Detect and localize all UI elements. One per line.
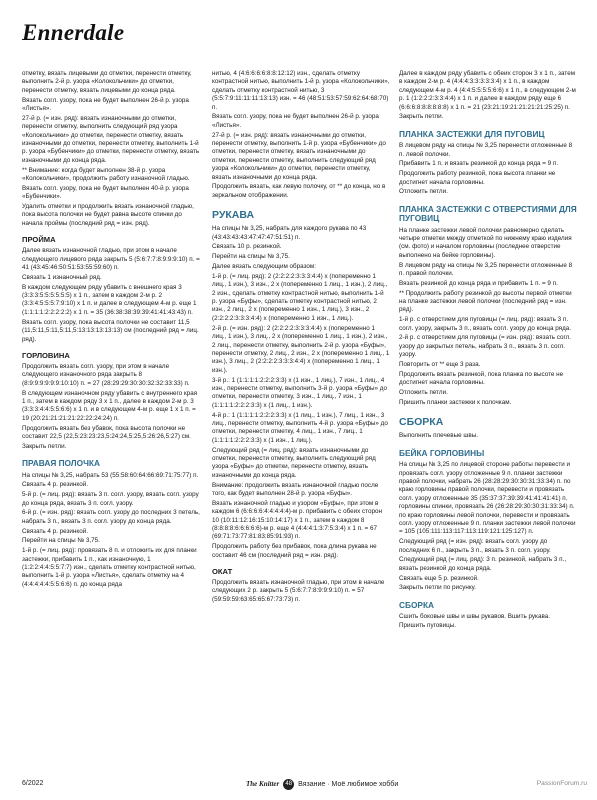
paragraph: ** Продолжить работу резинкой до высоты первой отметки на планке застежки левой полочки (последний ряд = изн. ряд). bbox=[399, 289, 572, 314]
section-heading: СБОРКА bbox=[399, 599, 434, 610]
paragraph: ** Внимание: когда будет выполнен 38-й р. узора «Колокольчики», продолжить работу изнаночной гладью. bbox=[22, 166, 190, 183]
section-heading: СБОРКА bbox=[399, 416, 444, 429]
paragraph: Вязать согл. узору, пока не будет выполнен 26-й р. узора «Листья». bbox=[22, 96, 189, 113]
paragraph: Связать еще 5 р. резинкой. bbox=[399, 574, 479, 582]
paragraph: В следующем изнаночном ряду убавить с внутреннего края 1 п., затем в каждом ряду 3 х 1 п., далее в каждом 2-м р. 3 (3:3:3:4:4:5:5:6:6) х 1 п. и в следующем 4-м р. еще 1 х 1 п. = 19 (20:21:21:21:21:22:22:24:24) п. bbox=[22, 389, 198, 422]
paragraph: Продолжить вязать резинкой, пока планка по высоте не достигнет начала горловины. bbox=[399, 370, 564, 387]
paragraph: Связать 1 изнаночный ряд. bbox=[22, 273, 102, 281]
paragraph: Следующий ряд (= лиц. ряд): вязать изнаночными до отметки, перенести отметку, выполнить следующий ряд узора «Буфы» до отметки, перенести отметку, вязать изнаночными до конца ряда. bbox=[212, 446, 376, 479]
paragraph: 5-й р. (= лиц. ряд): вязать 3 п. согл. узору, вязать согл. узору до конца ряда, вязать 3 п. согл. узору. bbox=[22, 491, 199, 507]
paragraph: Отложить петли. bbox=[399, 389, 448, 397]
paragraph: Вязать согл. узору, пока высота полочки не составит 11,5 (11,5:11,5:11,5:11,5:13:13:13:13:13) см (последний ряд = лиц. ряд). bbox=[22, 318, 199, 343]
paragraph: Прибавить 1 п. и вязать резинкой до конца ряда = 9 п. bbox=[399, 160, 559, 168]
paragraph: 27-й р. (= изн. ряд): вязать изнаночными до отметки, перенести отметку, выполнить следующий ряд узора «Колокольчики» до отметки, перенести отметку, вязать изнаночными до отметки, перенести отметку, выполнить 1-й р. узора «Бубенчики» до отметки, перенести отметку, вязать изнаночными до конца ряда. bbox=[22, 114, 200, 164]
paragraph: Закрыть петли. bbox=[22, 442, 67, 450]
paragraph: 2-й р. с отверстием для пуговицы (= изн. ряд): вязать согл. узору до закрытых петель, набрать 3 п., вязать 3 п. согл. узору. bbox=[399, 334, 572, 359]
paragraph: Продолжить вязать согл. узору, при этом в начале следующего изнаночного ряда закрыть 8 (8:9:9:9:9:9:9:10:10) п. = 27 (28:29:29:30:30:32:32:33:33) п. bbox=[22, 362, 190, 387]
paragraph: отметку, вязать лицевыми до отметки, перенести отметку, выполнить 2-й р. узора «Колокольчики» до отметки, перенести отметку, вязать лицевыми до конца ряда. bbox=[22, 70, 192, 94]
page-footer bbox=[0, 776, 597, 792]
paragraph: Следующий ряд (= изн. ряд): вязать согл. узору до последних 6 п., закрыть 3 п., вязать 3 п. согл. узору. bbox=[399, 538, 551, 554]
page-number: 48 bbox=[283, 779, 294, 790]
paragraph: Закрыть петли. bbox=[399, 113, 444, 121]
paragraph: Продолжить вязать без убавок, пока высота полочки не составит 22,5 (22,5:23:23:23,5:24:24,5:25,5:26:26,5:27) см. bbox=[22, 424, 191, 440]
paragraph: нитью, 4 (4:6:6:6:6:8:8:12:12) изн., сделать отметку контрастной нитью, выполнить 1-й р. узора «Колокольчики», сделать отметку контрастной нитью, 3 (5:5:7:9:11:11:11:13:13) изн. = 46 (48:51:53:57:59:62:64:68:70) п. bbox=[212, 70, 390, 111]
paragraph: Связать 10 р. резинкой. bbox=[212, 243, 282, 251]
paragraph: На планке застежки левой полочки равномерно сделать четыре отметки между отметкой по нижнему краю изделия (см. фото) и началом горловины (последнее отверстие выполнено на бейке горловины). bbox=[399, 226, 572, 259]
paragraph: Удалить отметки и продолжить вязать изнаночной гладью, пока высота полочки не будет равна высоте спинки до начала проймы (последний ряд = изн. ряд). bbox=[22, 203, 194, 227]
paragraph: Перейти на спицы № 3,75. bbox=[22, 537, 100, 545]
paragraph: Продолжить вязать изнаночной гладью, при этом в начале следующих 2 р. закрыть 5 (5:6:7:7:8:9:9:9:10) п. = 57 (59:59:59:63:65:65:67:73:73) п. bbox=[212, 579, 385, 603]
paragraph: Далее в каждом ряду убавить с обеих сторон 3 х 1 п., затем в каждом 2-м р. 4 (4:4:4:3:3:3:3:3:4) х 1 п., в каждом следующем 4-м р. 4 (4:4:5:5:5:5:6:6) х 1 п., в следующем 2-м р. 1 (1:2:2:2:3:3:4:4) х 1 п. и далее в каждом ряду еще 6 (6:6:6:8:8:8:8:8:8) х 1 п. = 21 (23:21:19:21:21:21:21:25:25) п. bbox=[399, 70, 576, 111]
paragraph: Выполнить плечевые швы. bbox=[399, 432, 479, 440]
paragraph: Далее вязать следующим образом: bbox=[212, 263, 316, 271]
paragraph: Продолжить работу без прибавок, пока длина рукава не составит 46 см (последний ряд = изн. ряд). bbox=[212, 543, 377, 559]
brand-title: Ennerdale bbox=[22, 20, 125, 45]
paragraph: Перейти на спицы № 3,75. bbox=[212, 253, 290, 261]
section-heading: ПЛАНКА ЗАСТЕЖКИ С ОТВЕРСТИЯМИ ДЛЯ ПУГОВИЦ bbox=[399, 203, 577, 224]
section-heading: ПРОЙМА bbox=[22, 235, 56, 245]
paragraph: В лицевом ряду на спицы № 3,25 перенести отложенные 8 п. левой полочки. bbox=[399, 142, 573, 158]
paragraph: Внимание: продолжить вязать изнаночной гладью после того, как будет выполнен 28-й р. узора «Буфы». bbox=[212, 481, 379, 497]
paragraph: Сшить боковые швы и швы рукавов. Вшить рукава. Пришить пуговицы. bbox=[399, 613, 550, 629]
paragraph: Закрыть петли по рисунку. bbox=[399, 584, 476, 592]
paragraph: 6-й р. (= изн. ряд): вязать согл. узору до последних 3 петель, набрать 3 п., вязать 3 п. согл. узору до конца ряда. bbox=[22, 509, 200, 525]
text-column-3 bbox=[399, 70, 577, 760]
paragraph: На спицы № 3,25, набрать 53 (55:58:60:64:66:69:71:75:77) п. bbox=[22, 471, 199, 479]
section-heading: ГОРЛОВИНА bbox=[22, 350, 70, 360]
text-column-1 bbox=[22, 70, 200, 758]
paragraph: Повторить от ** еще 3 раза. bbox=[399, 361, 481, 369]
paragraph: В лицевом ряду на спицы № 3,25 перенести отложенные 8 п. правой полочки. bbox=[399, 261, 573, 278]
paragraph: 1-й р. (= лиц. ряд): 2 (2:2:2:2:3:3:3:4:4) х (попеременно 1 лиц., 1 изн.), 3 изн., 2 х (попеременно 1 лиц., 1 изн.), 2 лиц., 2 изн., сделать отметку контрастной нитью, выполнить 1-й р. узора «Буфы», сделать отметку контрастной нитью, 2 изн., 2 лиц., 2 х (попеременно 1 изн., 1 лиц.), 3 изн., 2 (2:2:2:2:3:3:3:4:4) х (попеременно 1 изн., 1 лиц.). bbox=[212, 272, 388, 322]
paragraph: Вязать изнаночной гладью и узором «Буфы», при этом в каждом 6 (6:6:6:6:4:4:4:4:4)-м р. прибавить с обеих сторон 10 (10:11:12:16:15:10:14:17) х 1 п., затем в каждом 8 (8:8:8:8:6:6:6:6:6)-м р. еще 4 (4:4:4:1:3:7:5:3:4) х 1 п. = 67 (69:71:73:77:81:83:85:91:93) п. bbox=[212, 499, 382, 541]
magazine-tagline: Вязание · Моё любимое хобби bbox=[298, 781, 399, 788]
paragraph: 4-й р.: 1 (1:1:1:1:2:2:2:3:3) х (1 лиц., 1 изн.), 7 лиц., 1 изн., 3 лиц., перенести отметку, выполнить 4-й р. узора «Буфы» до отметки, перенести отметку, 4 лиц., 1 изн., 7 лиц., 1 (1:1:1:1:2:2:2:3:3) х (1 изн., 1 лиц.). bbox=[212, 411, 388, 444]
paragraph: 2-й р. (= изн. ряд): 2 (2:2:2:2:3:3:3:4:4) х (попеременно 1 лиц., 1 изн.), 3 лиц., 2 х (попеременно 1 лиц., 1 изн.), 2 изн., 2 лиц., перенести отметку, выполнить 2-й р. узора «Буфы», перенести отметку, 2 лиц., 2 изн., 2 х (попеременно 1 лиц., 1 изн.), 3 лиц., 2 (2:2:2:2:3:3:3:4:4) х (попеременно 1 лиц., 1 изн.). bbox=[212, 324, 390, 374]
paragraph: 3-й р.: 1 (1:1:1:1:2:2:2:3:3) х (1 изн., 1 лиц.), 7 изн., 1 лиц., 4 изн., перенести отметку, выполнить 3-й р. узора «Буфы» до отметки, перенести отметку, 3 изн., 1 лиц., 7 изн., 1 (1:1:1:1:2:2:2:3:3) х (1 лиц., 1 изн.). bbox=[212, 376, 387, 409]
section-heading: РУКАВА bbox=[212, 209, 255, 222]
section-heading: БЕЙКА ГОРЛОВИНЫ bbox=[399, 447, 485, 458]
paragraph: Продолжить вязать, как левую полочку, от ** до конца, но в зеркальном отображении. bbox=[212, 183, 386, 199]
paragraph: На спицы № 3,25 по лицевой стороне работы перевести и провязать согл. узору отложенные 9 п. планки застежки правой полочки, набрать 26 (28:28:29:30:30:31:33:34) п. по краю горловины правой полочки, перевести и провязать согл. узору отложенные 35 (35:37:37:39:39:41:41:41:41) п. горловины спинки, провязать 26 (26:28:29:30:30:31:33:34) п. по краю горловины левой полочки, перевести и провязать согл. узору отложенные 9 п. планки застежки левой полочки = 105 (105:111:113:117:113:119:121:125:127) п. bbox=[399, 461, 576, 536]
paragraph: Далее вязать изнаночной гладью, при этом в начале следующего лицевого ряда закрыть 5 (5:6:7:7:8:9:9:9:10) п. = 41 (43:45:46:50:51:53:55:59:60) п. bbox=[22, 247, 200, 272]
paragraph: Продолжить работу резинкой, пока высота планки не достигнет начала горловины. bbox=[399, 170, 556, 186]
paragraph: 1-й р. с отверстием для пуговицы (= лиц. ряд): вязать 3 п. согл. узору, закрыть 3 п., вязать согл. узору до конца ряда. bbox=[399, 316, 572, 332]
section-heading: ОКАТ bbox=[212, 567, 233, 576]
paragraph: В каждом следующем ряду убавить с внешнего края 3 (3:3:3:5:5:5:5:5:5) х 1 п., затем в каждом 2-м р. 2 (3:3:4:5:5:5:7:9:10) х 1 п. и далее в следующем 4-м р. еще 1 (1:1:1:1:2:2:2:2:2) х 1 п. = 35 (36:38:38:39:39:41:41:43:43) п. bbox=[22, 283, 197, 316]
paragraph: Отложить петли. bbox=[399, 188, 448, 196]
paragraph: Пришить планки застежки к полочкам. bbox=[399, 398, 512, 406]
text-column-2 bbox=[212, 70, 390, 760]
issue-number: 6/2022 bbox=[22, 780, 44, 787]
paragraph: 1-й р. (= лиц. ряд): провязать 8 п. и отложить их для планки застежки, прибавить 1 п., как изнаночную, 1 (1:2:2:4:4:5:5:7:7) изн., сделать отметку контрастной нитью, выполнить 1-й р. узора «Листья», сделать отметку на 4 (4:4:4:4:4:5:5:6:6) п. до конца ряда bbox=[22, 547, 197, 588]
paragraph: Связать 4 р. резинкой. bbox=[22, 481, 88, 489]
watermark: PassionForum.ru bbox=[536, 780, 587, 787]
paragraph: Вязать согл. узору, пока не будет выполнен 40-й р. узора «Бубенчики». bbox=[22, 184, 189, 201]
section-heading: ПРАВАЯ ПОЛОЧКА bbox=[22, 458, 100, 469]
paragraph: На спицы № 3,25, набрать для каждого рукава по 43 (43:43:43:43:47:47:47:51:51) п. bbox=[212, 225, 367, 241]
paragraph: Следующий ряд (= лиц. ряд): 3 п. резинкой, набрать 3 п., вязать резинкой до конца ряда. bbox=[399, 556, 567, 572]
footer-center bbox=[246, 776, 398, 793]
paragraph: 27-й р. (= изн. ряд): вязать изнаночными до отметки, перенести отметку, выполнить 1-й р. узора «Бубенчики» до отметки, перенести отметку, вязать изнаночными до отметки, перенести отметку, выполнить следующий ряд узора «Колокольчики» до отметки, перенести отметку, вязать изнаночными до конца ряда. bbox=[212, 131, 386, 181]
paragraph: Связать 4 р. резинкой. bbox=[22, 527, 88, 535]
paragraph: Вязать резинкой до конца ряда и прибавить 1 п. = 9 п. bbox=[399, 279, 558, 287]
magazine-name: The Knitter bbox=[246, 780, 280, 788]
section-heading: ПЛАНКА ЗАСТЕЖКИ ДЛЯ ПУГОВИЦ bbox=[399, 128, 545, 139]
paragraph: Вязать согл. узору, пока не будет выполнен 26-й р. узора «Листья». bbox=[212, 113, 379, 129]
